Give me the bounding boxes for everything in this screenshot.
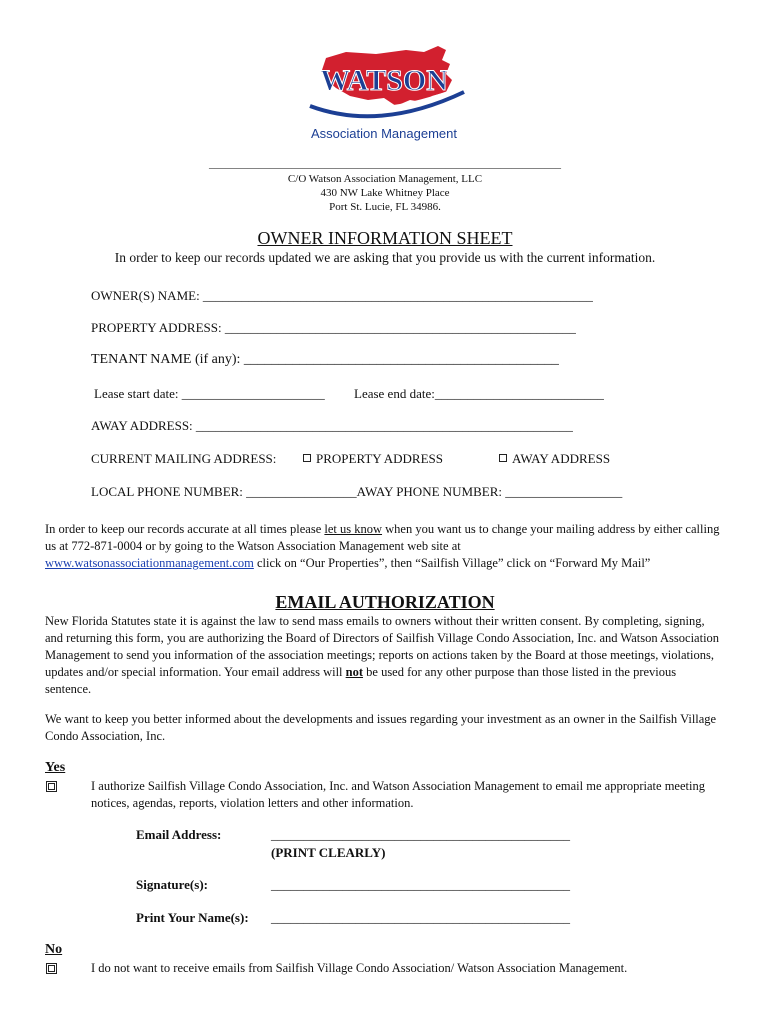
- print-clearly-note: (PRINT CLEARLY): [271, 845, 386, 860]
- header-city: Port St. Lucie, FL 34986.: [329, 201, 441, 213]
- email-not: not: [345, 665, 364, 679]
- notice-paragraph: [45, 521, 725, 572]
- intro-text: In order to keep our records updated we are asking that you provide us with the current information.: [114, 250, 656, 265]
- header-company: C/O Watson Association Management, LLC: [287, 173, 483, 185]
- no-label: No: [45, 942, 63, 957]
- email-address-label: Email Address:: [136, 827, 222, 842]
- notice-let-us-know: let us know: [324, 522, 383, 536]
- tenant-name-field[interactable]: TENANT NAME (if any): _____________________________________________: [91, 352, 559, 367]
- print-name-label: Print Your Name(s):: [136, 910, 249, 925]
- email-address-input[interactable]: ______________________________________________: [271, 827, 570, 842]
- signature-input[interactable]: ______________________________________________: [271, 877, 570, 892]
- signature-label: Signature(s):: [136, 877, 208, 892]
- email-section-title: EMAIL AUTHORIZATION: [275, 592, 495, 612]
- checkbox-icon[interactable]: [499, 454, 507, 462]
- website-link[interactable]: www.watsonassociationmanagement.com: [45, 556, 254, 570]
- yes-text: I authorize Sailfish Village Condo Association, Inc. and Watson Association Management to email me appropriate meeting notices, agendas, reports, violation letters and other information.: [91, 779, 705, 810]
- logo-wordmark: WATSON: [320, 64, 448, 97]
- away-address-field[interactable]: AWAY ADDRESS: __________________________________________________________: [91, 418, 573, 433]
- usa-map-icon: [296, 40, 476, 150]
- checkbox-icon[interactable]: [303, 454, 311, 462]
- checkbox-icon[interactable]: [46, 963, 57, 974]
- option-away-address[interactable]: [499, 451, 610, 467]
- yes-label: Yes: [45, 760, 66, 775]
- header-rule: ________________________________________________________________: [209, 158, 561, 170]
- notice-text-a: In order to keep our records accurate at all times please: [45, 522, 325, 536]
- phone-numbers-field[interactable]: LOCAL PHONE NUMBER: _________________AWAY PHONE NUMBER: __________________: [91, 484, 623, 499]
- mailing-address-label: CURRENT MAILING ADDRESS:: [91, 451, 277, 466]
- logo-tagline: Association Management: [311, 126, 457, 141]
- owner-name-field[interactable]: OWNER(S) NAME: ____________________________________________________________: [91, 288, 593, 303]
- lease-end-field[interactable]: Lease end date:__________________________: [354, 386, 604, 401]
- notice-text-b: when you want us to change your mailing address by either calling us at 772-871-0004 or by going to the Watson Association Management web site at: [45, 522, 720, 553]
- watson-logo: [296, 40, 476, 150]
- option-property-address[interactable]: [303, 451, 443, 467]
- no-checkbox[interactable]: [46, 961, 57, 979]
- print-name-input[interactable]: ______________________________________________: [271, 910, 570, 925]
- email-paragraph-2: We want to keep you better informed about the developments and issues regarding your investment as an owner in the Sailfish Village Condo Association, Inc.: [45, 712, 717, 743]
- option-property-label: PROPERTY ADDRESS: [316, 451, 443, 466]
- yes-checkbox[interactable]: [46, 779, 57, 797]
- email-paragraph-1: [45, 613, 725, 698]
- checkbox-icon[interactable]: [46, 781, 57, 792]
- no-text: I do not want to receive emails from Sailfish Village Condo Association/ Watson Association Management.: [91, 961, 628, 975]
- page-title: OWNER INFORMATION SHEET: [257, 228, 513, 248]
- email-text-a: New Florida Statutes state it is against the law to send mass emails to owners without their written consent. By completing, signing, and returning this form, you are authorizing the Board of Directors of Sailfish Village Condo Association, Inc. and Watson Association Management to send you information of the association meetings; reports on actions taken by the Board at those meetings, violations, updates and/or special information. Your email address will: [45, 614, 720, 679]
- option-away-label: AWAY ADDRESS: [512, 451, 611, 466]
- header-street: 430 NW Lake Whitney Place: [320, 187, 450, 199]
- lease-start-field[interactable]: Lease start date: ______________________: [94, 386, 325, 401]
- property-address-field[interactable]: PROPERTY ADDRESS: ______________________________________________________: [91, 320, 576, 335]
- notice-text-c: click on “Our Properties”, then “Sailfish Village” click on “Forward My Mail”: [253, 556, 651, 570]
- email-text-b: be used for any other purpose than those listed in the previous sentence.: [45, 665, 677, 696]
